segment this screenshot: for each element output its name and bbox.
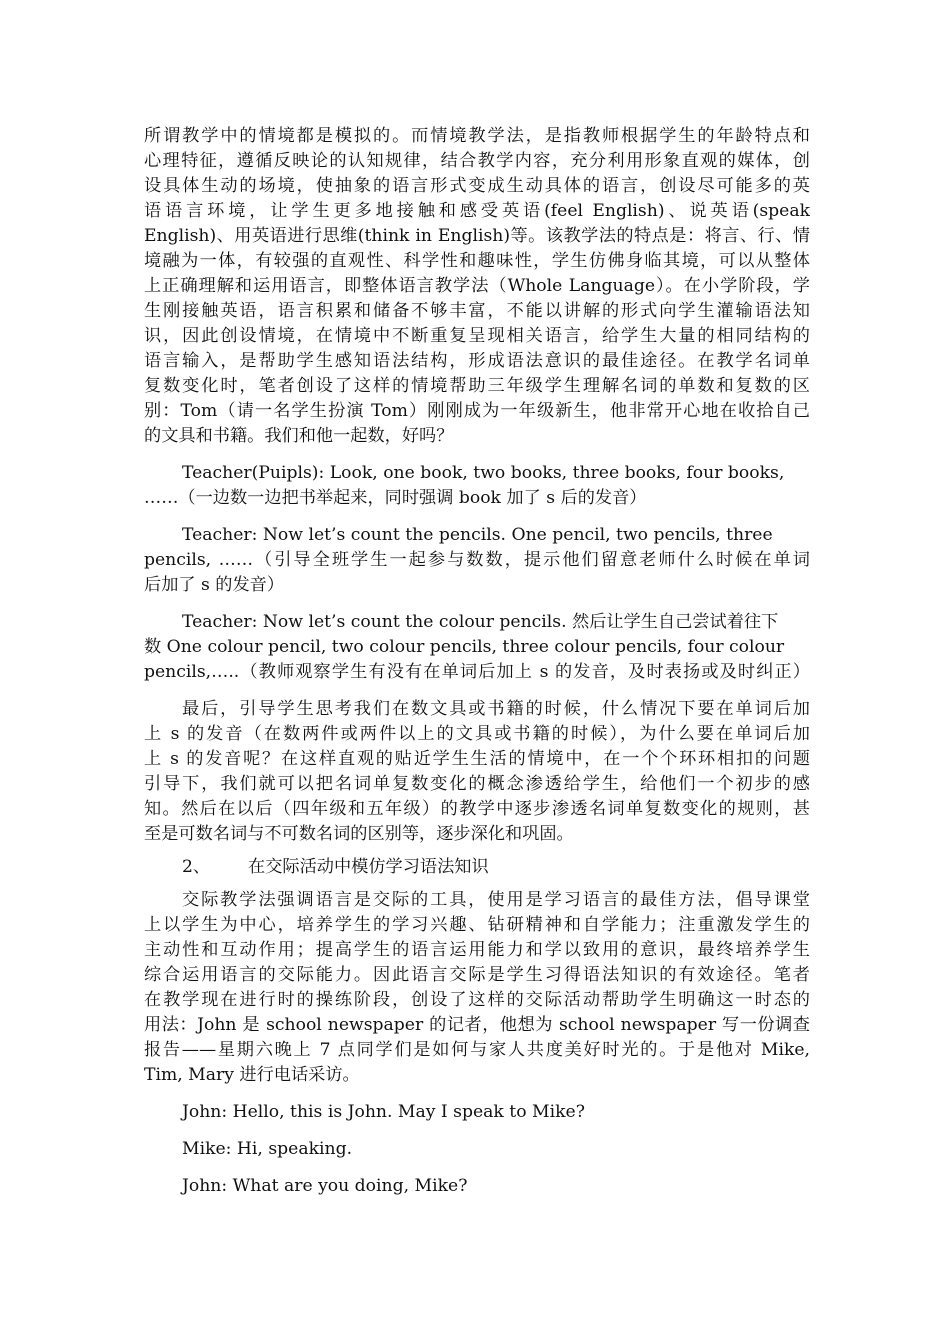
text-line: 引导下，我们就可以把名词单复数变化的概念渗透给学生，给他们一个初步的感 (144, 774, 810, 794)
paragraph-gap (144, 1088, 810, 1100)
text-line: Teacher: Now let’s count the pencils. One pencil, two pencils, three (182, 525, 773, 545)
text-line: 数 One colour pencil, two colour pencils, three colour pencils, four colour (144, 637, 785, 657)
paragraph-gap (144, 449, 810, 461)
text-line: 复数变化时，笔者创设了这样的情境帮助三年级学生理解名词的单数和复数的区 (144, 376, 810, 396)
paragraph-situational-teaching (144, 124, 810, 449)
text-line: 识，因此创设情境，在情境中不断重复呈现相关语言，给学生大量的相同结构的 (144, 326, 810, 346)
text-line: 境融为一体，有较强的直观性、科学性和趣味性，学生仿佛身临其境，可以从整体 (144, 251, 810, 271)
document-body (144, 124, 810, 1211)
text-line: 报告——星期六晚上 7 点同学们是如何与家人共度美好时光的。于是他对 Mike, (144, 1040, 810, 1060)
dialogue-line: John: Hello, this is John. May I speak to Mike? (182, 1102, 585, 1122)
text-line: 主动性和互动作用；提高学生的语言运用能力和学以致用的意识，最终培养学生 (144, 940, 810, 960)
paragraph-counting-books (144, 461, 810, 511)
text-line: 语语言环境，让学生更多地接触和感受英语(feel English)、说英语(speak (144, 201, 810, 221)
text-line: Tim, Mary 进行电话采访。 (144, 1065, 360, 1085)
text-line: 设具体生动的场境，使抽象的语言形式变成生动具体的语言，创设尽可能多的英 (144, 176, 810, 196)
text-line: 交际教学法强调语言是交际的工具，使用是学习语言的最佳方法，倡导课堂 (182, 890, 810, 910)
text-line: 别：Tom（请一名学生扮演 Tom）刚刚成为一年级新生，他非常开心地在收拾自己 (144, 401, 810, 421)
paragraph-gap (144, 847, 810, 855)
text-line: 最后，引导学生思考我们在数文具或书籍的时候，什么情况下要在单词后加 (182, 699, 810, 719)
dialogue-line: Mike: Hi, speaking. (182, 1139, 353, 1159)
text-line: 综合运用语言的交际能力。因此语言交际是学生习得语法知识的有效途径。笔者 (144, 965, 810, 985)
text-line: 心理特征，遵循反映论的认知规律，结合教学内容，充分利用形象直观的媒体，创 (144, 151, 810, 171)
text-line: 用法：John 是 school newspaper 的记者，他想为 school newspaper 写一份调查 (144, 1015, 810, 1035)
dialogue-line: John: What are you doing, Mike? (182, 1176, 468, 1196)
text-line: ……（一边数一边把书举起来，同时强调 book 加了 s 后的发音） (144, 488, 647, 508)
text-line: pencils,…..（教师观察学生有没有在单词后加上 s 的发音，及时表扬或及时纠正） (144, 662, 810, 682)
paragraph-counting-pencils (144, 523, 810, 598)
text-line: 生刚接触英语，语言积累和储备不够丰富，不能以讲解的形式向学生灌输语法知 (144, 301, 810, 321)
paragraph-counting-colour-pencils (144, 610, 810, 685)
text-line: 上正确理解和运用语言，即整体语言教学法（Whole Language）。在小学阶段，学 (144, 276, 810, 296)
text-line: 知。然后在以后（四年级和五年级）的教学中逐步渗透名词单复数变化的规则，甚 (144, 799, 810, 819)
paragraph-gap (144, 685, 810, 697)
paragraph-gap (144, 880, 810, 888)
text-line: 上 s 的发音呢？在这样直观的贴近学生生活的情境中，在一个个环环相扣的问题 (144, 749, 810, 769)
paragraph-conclusion (144, 697, 810, 847)
paragraph-gap (144, 598, 810, 610)
text-line: Teacher: Now let’s count the colour pencils. 然后让学生自己尝试着往下 (182, 612, 779, 632)
section-title: 在交际活动中模仿学习语法知识 (248, 857, 489, 877)
text-line: 上 s 的发音（在数两件或两件以上的文具或书籍的时候），为什么要在单词后加 (144, 724, 810, 744)
paragraph-gap (144, 511, 810, 523)
text-line: 在教学现在进行时的操练阶段，创设了这样的交际活动帮助学生明确这一时态的 (144, 990, 810, 1010)
text-line: 后加了 s 的发音） (144, 575, 285, 595)
text-line: 上以学生为中心，培养学生的学习兴趣、钻研精神和自学能力；注重激发学生的 (144, 915, 810, 935)
text-line: 所谓教学中的情境都是模拟的。而情境教学法，是指教师根据学生的年龄特点和 (144, 126, 810, 146)
text-line: 语言输入，是帮助学生感知语法结构，形成语法意识的最佳途径。在教学名词单 (144, 351, 810, 371)
section-number: 2、 (182, 857, 211, 877)
dialogue (144, 1100, 810, 1211)
text-line: Teacher(Puipls): Look, one book, two books, three books, four books, (182, 463, 785, 483)
paragraph-communicative-teaching (144, 888, 810, 1088)
text-line: 至是可数名词与不可数名词的区别等，逐步深化和巩固。 (144, 824, 574, 844)
text-line: pencils, ……（引导全班学生一起参与数数，提示他们留意老师什么时候在单词 (144, 550, 810, 570)
text-line: 的文具和书籍。我们和他一起数，好吗？ (144, 426, 454, 446)
text-line: English)、用英语进行思维(think in English)等。该教学法的特点是：将言、行、情 (144, 226, 810, 246)
section-heading (144, 855, 810, 880)
